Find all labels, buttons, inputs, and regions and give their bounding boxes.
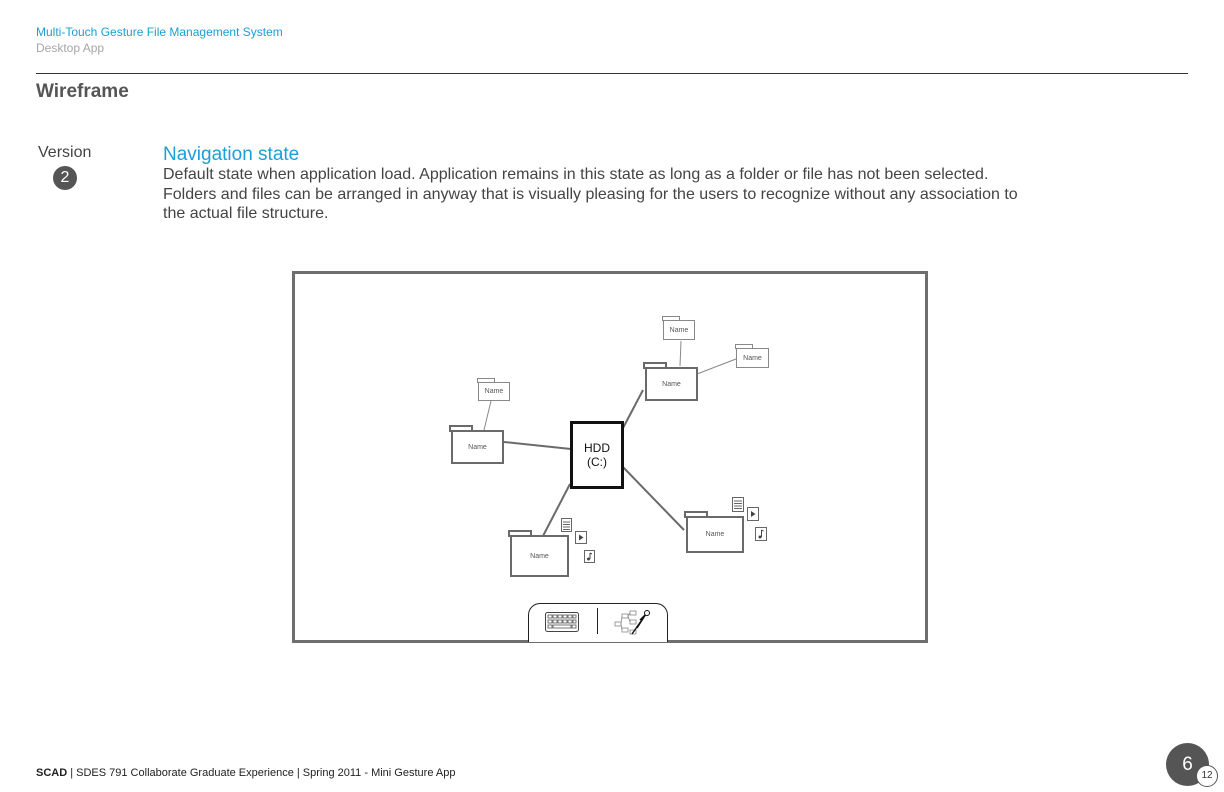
folder-bottom-right[interactable] — [686, 516, 744, 553]
folder-label: Name — [669, 326, 689, 334]
hdd-node[interactable] — [570, 421, 624, 489]
folder-left[interactable] — [451, 430, 504, 464]
footer-brand: SCAD — [36, 767, 68, 779]
project-title: Multi-Touch Gesture File Management System — [36, 25, 283, 39]
page-number: 6 — [1166, 743, 1209, 786]
version-badge: 2 — [53, 166, 77, 190]
folder-label: Name — [468, 443, 487, 451]
folder-top-right-child-2[interactable] — [736, 348, 769, 368]
keyboard-icon[interactable] — [545, 612, 579, 632]
folder-label: Name — [743, 354, 762, 362]
music-file-icon[interactable] — [755, 527, 767, 541]
tree-view-icon[interactable] — [612, 608, 652, 638]
folder-top-right[interactable] — [645, 367, 698, 401]
version-label: Version — [38, 144, 92, 161]
section-title: Wireframe — [36, 81, 129, 102]
state-title: Navigation state — [163, 144, 300, 165]
folder-label: Name — [705, 531, 725, 538]
video-file-icon[interactable] — [747, 507, 759, 521]
dock-divider — [597, 608, 598, 634]
video-file-icon[interactable] — [575, 531, 587, 544]
folder-label: Name — [662, 380, 681, 388]
project-subtitle: Desktop App — [36, 41, 105, 55]
folder-left-child[interactable] — [478, 382, 510, 401]
folder-label: Name — [484, 388, 504, 395]
footer — [36, 767, 455, 779]
state-description: Default state when application load. Application remains in this state as long as a folder or file has not been selected. Folders and files can be arranged in anyway that is visually pleasing for the users to recognize without any association to the actual file structure. — [163, 166, 1018, 222]
page-total: 12 — [1196, 765, 1218, 787]
folder-label: Name — [530, 552, 549, 560]
document-icon[interactable] — [732, 497, 744, 512]
folder-bottom-left[interactable] — [510, 535, 569, 577]
hdd-label-line1: HDD — [584, 441, 610, 455]
folder-top-right-child-1[interactable] — [663, 320, 695, 340]
footer-text: | SDES 791 Collaborate Graduate Experience | Spring 2011 - Mini Gesture App — [67, 767, 456, 779]
hdd-label-line2: (C:) — [587, 455, 607, 469]
document-icon[interactable] — [561, 518, 572, 532]
music-file-icon[interactable] — [584, 550, 595, 563]
